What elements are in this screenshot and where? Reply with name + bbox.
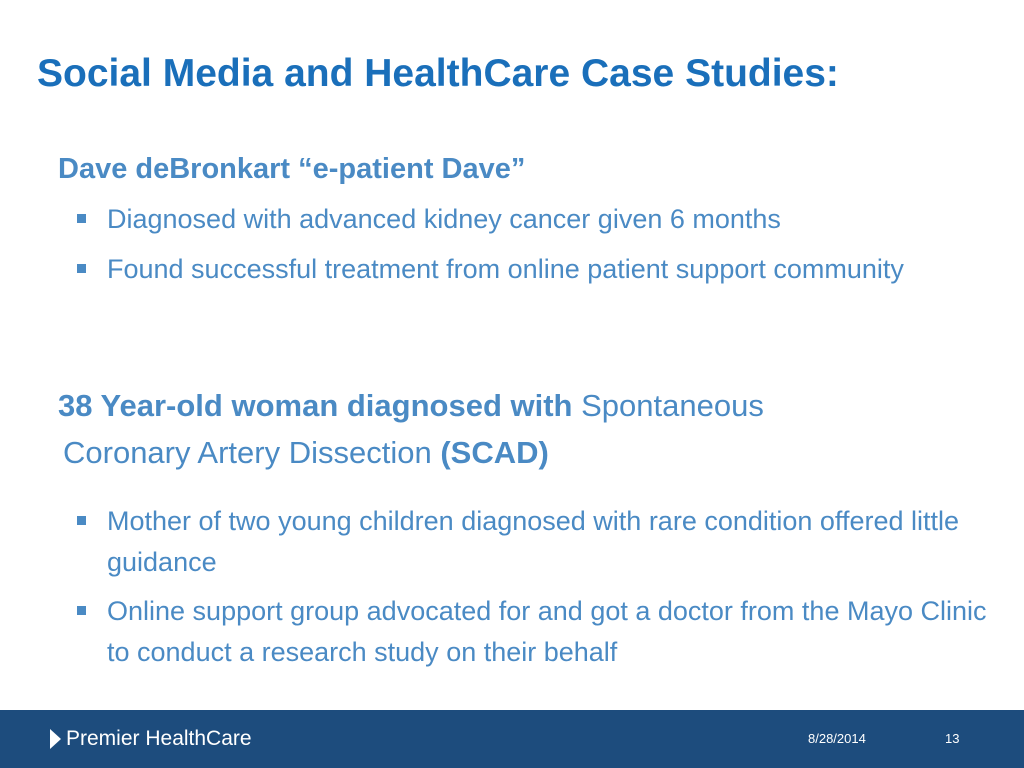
slide-title: Social Media and HealthCare Case Studies: [37, 52, 839, 95]
case1-bullet-1 [107, 199, 1007, 240]
case2-heading-normal: Spontaneous [581, 388, 764, 423]
play-arrow-icon [50, 729, 61, 749]
bullet-text: Found successful treatment from online patient support community [107, 254, 904, 284]
case2-heading-condition: Coronary Artery Dissection [63, 435, 432, 470]
case1-heading: Dave deBronkart “e-patient Dave” [58, 153, 526, 185]
bullet-text: Mother of two young children diagnosed with rare condition offered little guidance [107, 506, 960, 577]
bullet-text: Diagnosed with advanced kidney cancer given 6 months [107, 204, 781, 234]
premier-healthcare-logo [50, 726, 252, 752]
square-bullet-icon [77, 214, 86, 223]
slide-number: 13 [945, 731, 960, 746]
square-bullet-icon [77, 606, 86, 615]
slide-date: 8/28/2014 [808, 731, 866, 746]
case2-heading-line-2 [63, 430, 549, 476]
case1-bullet-2 [107, 249, 967, 290]
case2-bullet-2 [107, 591, 1007, 673]
case2-heading-line-1 [58, 383, 998, 429]
logo-text: Premier HealthCare [66, 727, 252, 750]
bullet-text: Online support group advocated for and got a doctor from the Mayo Clinic to conduct a research study on their behalf [107, 596, 987, 667]
case2-heading-bold: 38 Year-old woman diagnosed with [58, 388, 573, 423]
case2-heading-abbrev: (SCAD) [440, 435, 549, 470]
footer-bar [0, 710, 1024, 768]
case2-bullet-1 [107, 501, 1007, 583]
square-bullet-icon [77, 264, 86, 273]
square-bullet-icon [77, 516, 86, 525]
